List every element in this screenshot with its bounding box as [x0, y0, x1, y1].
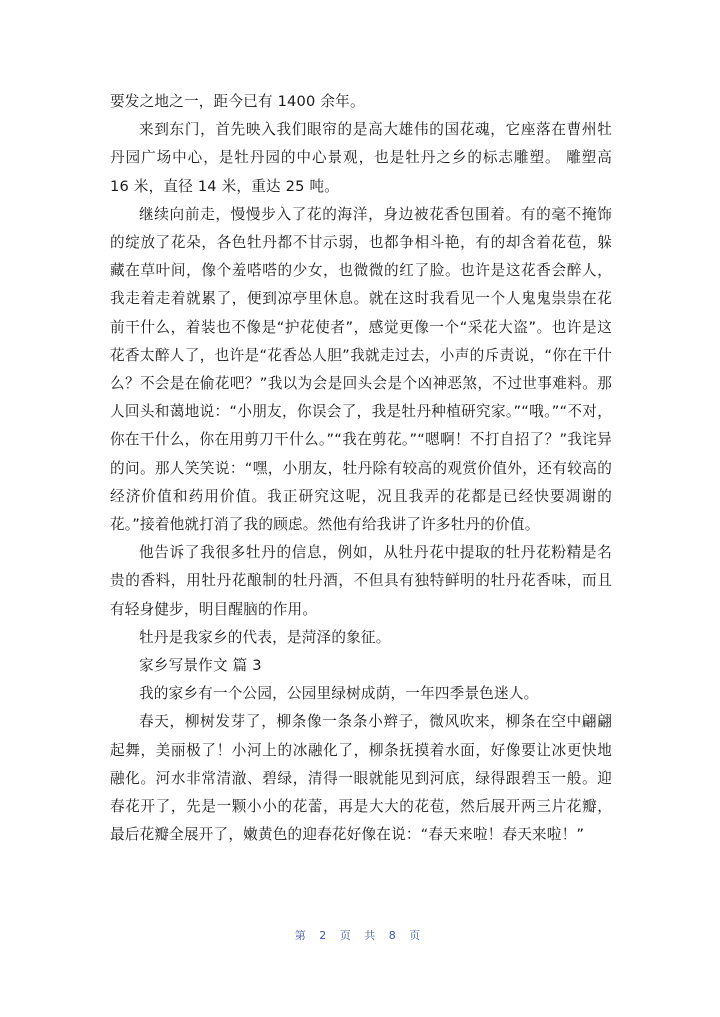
page-number-footer: 第 2 页 共 8 页 — [294, 929, 426, 942]
paragraph-2: 来到东门，首先映入我们眼帘的是高大雄伟的国花魂，它座落在曹州牡丹园广场中心，是牡丹园的中心景观，也是牡丹之乡的标志雕塑。 雕塑高 16 米，直径 14 米，重达 25 吨。 — [110, 121, 612, 195]
paragraph-5: 牡丹是我家乡的代表，是菏泽的象征。 — [139, 628, 391, 646]
section-heading: 家乡写景作文 篇 3 — [139, 657, 262, 675]
paragraph-6: 我的家乡有一个公园，公园里绿树成荫，一年四季景色迷人。 — [139, 685, 539, 703]
paragraph-3: 继续向前走，慢慢步入了花的海洋，身边被花香包围着。有的毫不掩饰的绽放了花朵，各色牡丹都不甘示弱，也都争相斗艳，有的却含着花苞，躲藏在草叶间，像个羞嗒嗒的少女，也微微的红了脸。也许是这花香会醉人，我走着走着就累了，便到凉亭里休息。就在这时我看见一个人鬼鬼祟祟在花前干什么，着装也不像是“护花使者”，感觉更像一个“采花大盗”。也许是这花香太醉人了，也许是“花香怂人胆”我就走过去，小声的斥责说，“你在干什么？不会是在偷花吧？”我以为会是回头会是个凶神恶煞，不过世事难料。那人回头和蔼地说：“小朋友，你误会了，我是牡丹种植研究家。”“哦。”“不对，你在干什么，你在用剪刀干什么。”“我在剪花。”“嗯啊！不打自招了？”我诧异的问。那人笑笑说：“嘿，小朋友，牡丹除有较高的观赏价值外，还有较高的经济价值和药用价值。我正研究这呢，况且我弄的花都是已经快要凋谢的花。”接着他就打消了我的顾虑。然他有给我讲了许多牡丹的价值。 — [110, 205, 612, 534]
paragraph-4: 他告诉了我很多牡丹的信息，例如，从牡丹花中提取的牡丹花粉精是名贵的香料，用牡丹花酿制的牡丹酒，不但具有独特鲜明的牡丹花香味，而且有轻身健步，明目醒脑的作用。 — [110, 544, 612, 618]
paragraph-7: 春天，柳树发芽了，柳条像一条条小辫子，微风吹来，柳条在空中翩翩起舞，美丽极了！小河上的冰融化了，柳条抚摸着水面，好像要让冰更快地融化。河水非常清澈、碧绿，清得一眼就能见到河底，绿得跟碧玉一般。迎春花开了，先是一颗小小的花蕾，再是大大的花苞，然后展开两三片花瓣，最后花瓣全展开了，嫩黄色的迎春花好像在说：“春天来啦！春天来啦！” — [110, 713, 612, 844]
paragraph-1: 要发之地之一，距今已有 1400 余年。 — [110, 93, 365, 110]
document-body — [110, 88, 612, 849]
